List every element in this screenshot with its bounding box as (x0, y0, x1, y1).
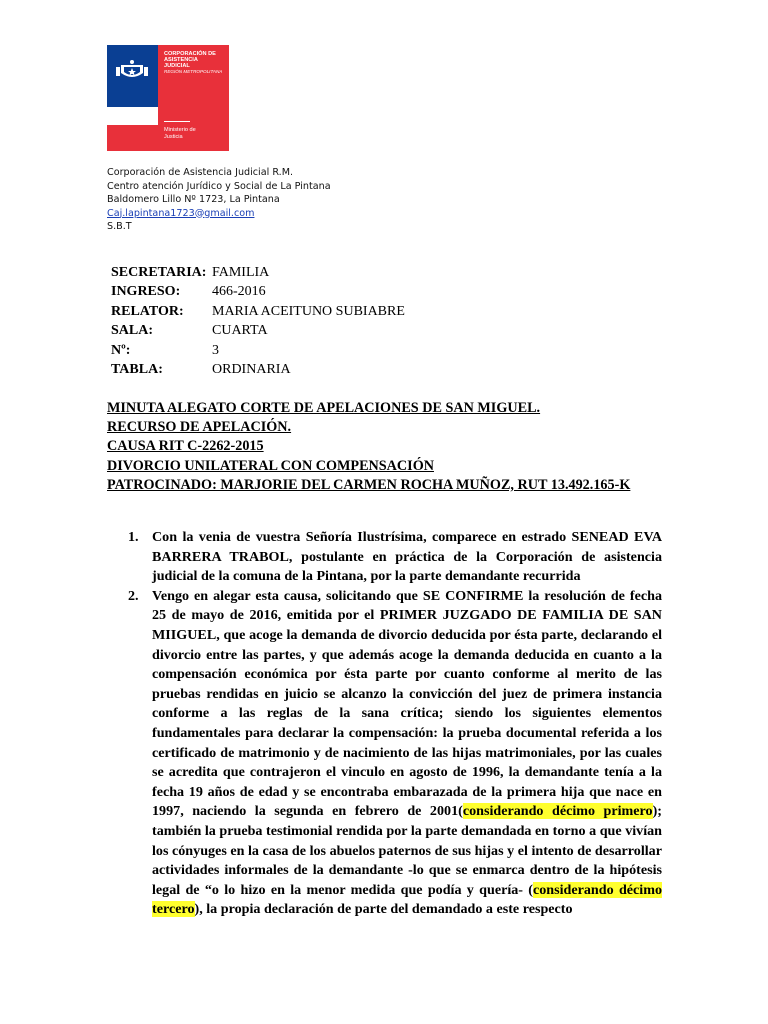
meta-label: SECRETARIA: (111, 264, 207, 280)
list-item (128, 528, 662, 587)
logo-blue-panel (107, 45, 158, 151)
corporation-logo (107, 45, 229, 151)
meta-label: Nº: (111, 342, 131, 358)
case-metadata (111, 263, 405, 380)
item-text: Con la venia de vuestra Señoría Ilustrísima, comparece en estrado SENEAD EVA BARRERA TRABOL, postulante en práctica de la Corporación de asistencia judicial de la comuna de la Pintana, por la parte demandante recurrida (152, 529, 662, 585)
meta-value: 3 (212, 342, 219, 358)
logo-divider (164, 121, 190, 122)
logo-ministry: Ministerio de Justicia (164, 127, 196, 140)
meta-value: MARIA ACEITUNO SUBIABRE (212, 303, 405, 319)
highlighted-reference: considerando décimo primero (462, 803, 653, 820)
item-number: 1. (128, 529, 139, 545)
meta-label: SALA: (111, 323, 154, 339)
title-line: PATROCINADO: MARJORIE DEL CARMEN ROCHA MUÑOZ, RUT 13.492.165-K (107, 476, 631, 493)
meta-row (111, 283, 405, 303)
highlighted-reference: considerando décimo tercero (152, 881, 662, 918)
header-line: Centro atención Jurídico y Social de La Pintana (107, 180, 331, 192)
coat-of-arms-icon (115, 59, 149, 81)
logo-red-panel (158, 45, 229, 151)
meta-value: FAMILIA (212, 264, 270, 280)
title-line: CAUSA RIT C-2262-2015 (107, 438, 264, 455)
meta-row (111, 263, 405, 283)
header-line: Corporación de Asistencia Judicial R.M. (107, 167, 294, 178)
meta-row (111, 361, 405, 381)
meta-label: TABLA: (111, 362, 163, 378)
header-line: S.B.T (107, 221, 132, 232)
meta-value: CUARTA (212, 323, 268, 339)
header-line: Baldomero Lillo Nº 1723, La Pintana (107, 194, 280, 205)
meta-label: INGRESO: (111, 284, 181, 300)
item-text: Vengo en alegar esta causa, solicitando que SE CONFIRME la resolución de fecha 25 de mayo de 2016, emitida por el PRIMER JUZGADO DE FAMILIA DE SAN MIIGUEL, que acoge la demanda de divorcio deducida por ésta parte, declarando el divorcio entre las partes, y que además acoge la demanda deducida en cuanto a la compensación económica por ésta parte por cuanto conforme al merito de las pruebas rendidas en juicio se alcanzo la convicción del juez de primera instancia conforme a las reglas de la sana crítica; siendo los siguientes elementos fundamentales para declarar la compensación: la prueba documental referida a los certificado de matrimonio y de nacimiento de las hijas matrimoniales, por las cuales se acredita que contrajeron el vinculo en agosto de 1996, la demandante tenía a la fecha 19 años de edad y se encontraba embarazada de la primera hija que nace en 1997, naciendo la segunda en febrero de 2001(considerando décimo primero); también la prueba testimonial rendida por la parte demandada en torno a que vivían los cónyuges en la casa de los abuelos paternos de sus hijas y el intento de desarrollar actividades informales de la demandante -lo que se enmarca dentro de la hipótesis legal de “o lo hizo en la menor medida que podía y quería- (considerando décimo tercero), la propia declaración de parte del demandado a este respecto (152, 587, 662, 918)
list-item (128, 587, 662, 920)
logo-red-stripe (107, 125, 158, 151)
title-line: DIVORCIO UNILATERAL CON COMPENSACIÓN (107, 457, 434, 474)
meta-label: RELATOR: (111, 303, 184, 319)
document-titles (107, 399, 630, 495)
email-link[interactable]: Caj.lapintana1723@gmail.com (107, 207, 255, 219)
sender-header (107, 166, 331, 234)
meta-row (111, 341, 405, 361)
title-line: RECURSO DE APELACIÓN. (107, 419, 292, 436)
meta-row (111, 322, 405, 342)
meta-value: ORDINARIA (212, 362, 291, 378)
logo-org-name: CORPORACIÓN DE ASISTENCIA JUDICIAL REGIÓN METROPOLITANA (164, 51, 223, 74)
title-line: MINUTA ALEGATO CORTE DE APELACIONES DE SAN MIGUEL. (107, 400, 541, 416)
logo-region: REGIÓN METROPOLITANA (164, 69, 223, 74)
meta-value: 466-2016 (212, 284, 266, 300)
numbered-arguments (128, 528, 662, 920)
meta-row (111, 302, 405, 322)
item-number: 2. (128, 587, 139, 604)
